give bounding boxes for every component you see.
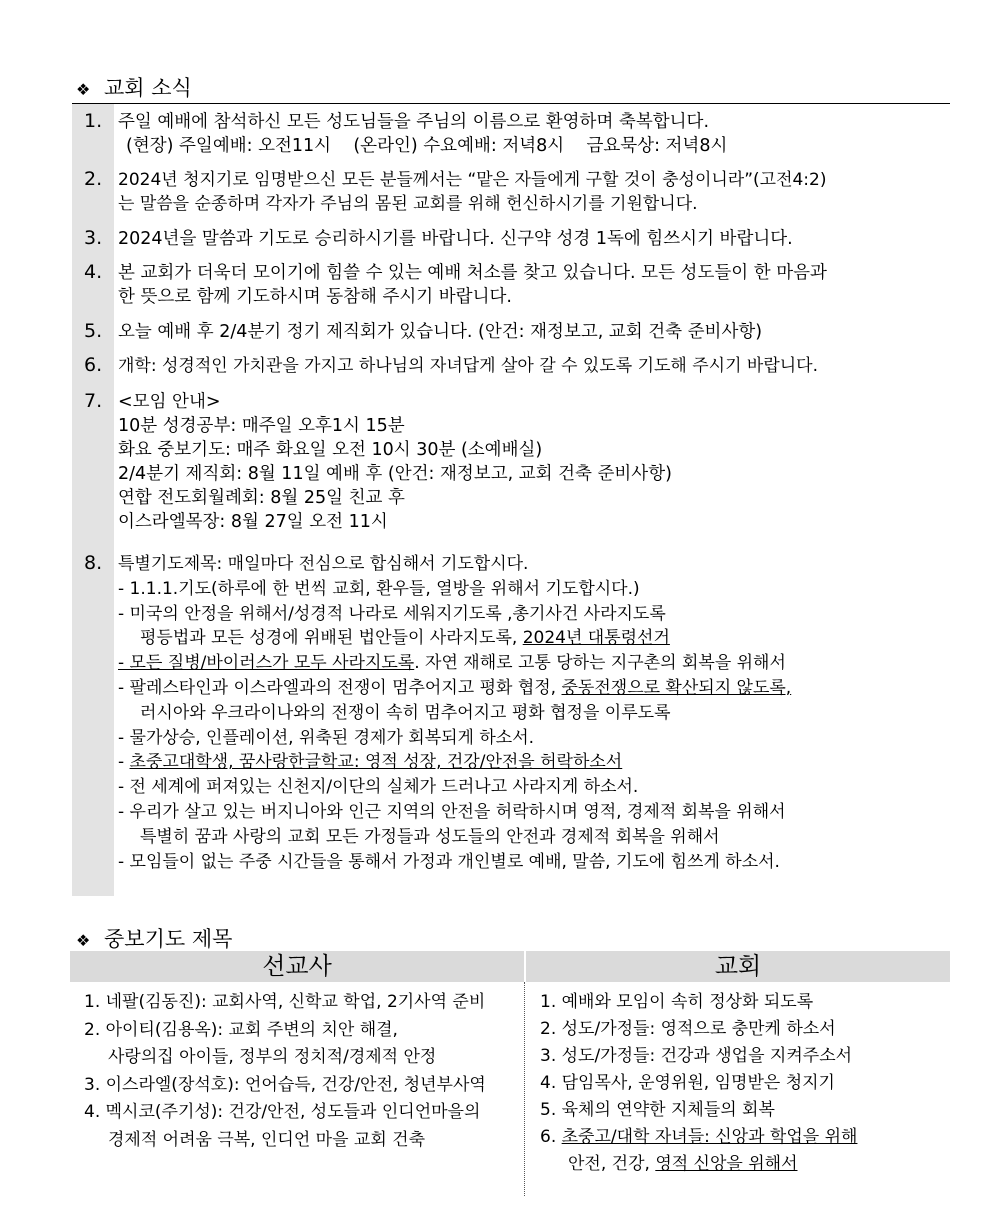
church-list: 1. 예배와 모임이 속히 정상화 되도록 2. 성도/가정들: 영적으로 충만케 하소서 3. 성도/가정들: 건강과 생업을 지켜주소서 4. 담임목사, 운영위원, 임명받은 청지기 5. 육체의 연약한 지체들의 회복 6. 초중고/대학 자녀들: 신앙과 학업을 위해 안전, 건강, 영적 신앙을 위해서: [540, 992, 858, 1174]
number-column: [72, 104, 114, 896]
diamond-bullet-icon: ❖: [76, 931, 91, 950]
missionaries-list: 1. 네팔(김동진): 교회사역, 신학교 학업, 2기사역 준비 2. 아이티(김용옥): 교회 주변의 치안 해결, 사랑의집 아이들, 정부의 정치적/경제적 안정 3. 이스라엘(장석호): 언어습득, 건강/안전, 청년부사역 4. 멕시코(주기성): 건강/안전, 성도들과 인디언마을의 경제적 어려움 극복, 인디언 마을 교회 건축: [84, 992, 486, 1150]
intercession-table: [70, 951, 950, 1196]
news-section-title: ❖ 교회 소식: [76, 76, 192, 100]
diamond-bullet-icon: ❖: [76, 80, 91, 99]
church-header: 교회: [526, 951, 950, 982]
missionaries-header: 선교사: [70, 951, 524, 982]
prayer-section-title: ❖ 중보기도 제목: [76, 927, 233, 951]
column-divider: [524, 982, 525, 1196]
news-list: 1. 주일 예배에 참석하신 모든 성도님들을 주님의 이름으로 환영하며 축복합니다. (현장) 주일예배: 오전11시 (온라인) 수요예배: 저녁8시 금요묵상: 저녁8시 2. 2024년 청지기로 임명받으신 모든 분들께서는 “맡은 자들에게 구할 것이 충성이니라”(고전4:2) 는 말씀을 순종하며 각자가 주님의 몸된 교회를 위해 헌신하시기를 기원합니다. 3. 2024년을 말씀과 기도로 승리하시기를 바랍니다. 신구약 성경 1독에 힘쓰시기 바랍니다. 4. 본 교회가 더욱더 모이기에 힘쓸 수 있는 예배 처소를 찾고 있습니다. 모든 성도들이 한 마음과 한 뜻으로 함께 기도하시며 동참해 주시기 바랍니다. 5. 오늘 예배 후 2/4분기 정기 제직회가 있습니다. (안건: 재정보고, 교회 건축 준비사항) 6. 개학: 성경적인 가치관을 가지고 하나님의 자녀답게 살아 갈 수 있도록 기도해 주시기 바랍니다. 7. <모임 안내> 10분 성경공부: 매주일 오후1시 15분 화요 중보기도: 매주 화요일 오전 10시 30분 (소예배실) 2/4분기 제직회: 8월 11일 예배 후 (안건: 재정보고, 교회 건축 준비사항) 연합 전도회월례회: 8월 25일 친교 후 이스라엘목장: 8월 27일 오전 11시 8. 특별기도제목: 매일마다 전심으로 합심해서 기도합시다. - 1.1.1.기도(하루에 한 번씩 교회, 환우들, 열방을 위해서 기도합시다.) - 미국의 안정을 위해서/성경적 나라로 세워지기도록 ,총기사건 사라지도록 평등법과 모든 성경에 위배된 법안들이 사라지도록, 2024년 대통령선거 - 모든 질병/바이러스가 모두 사라지도록. 자연 재해로 고통 당하는 지구촌의 회복을 위해서 - 팔레스타인과 이스라엘과의 전쟁이 멈추어지고 평화 협정, 중동전쟁으로 확산되지 않도록, 러시아와 우크라이나와의 전쟁이 속히 멈추어지고 평화 협정을 이루도록 - 물가상승, 인플레이션, 위축된 경제가 회복되게 하소서. - 초중고대학생, 꿈사랑한글학교: 영적 성장, 건강/안전을 허락하소서 - 전 세계에 퍼져있는 신천지/이단의 실체가 드러나고 사라지게 하소서. - 우리가 살고 있는 버지니아와 인근 지역의 안전을 허락하시며 영적, 경제적 회복을 위해서 특별히 꿈과 사랑의 교회 모든 가정들과 성도들의 안전과 경제적 회복을 위해서 - 모임들이 없는 주중 시간들을 통해서 가정과 개인별로 예배, 말씀, 기도에 힘쓰게 하소서.: [72, 103, 950, 896]
